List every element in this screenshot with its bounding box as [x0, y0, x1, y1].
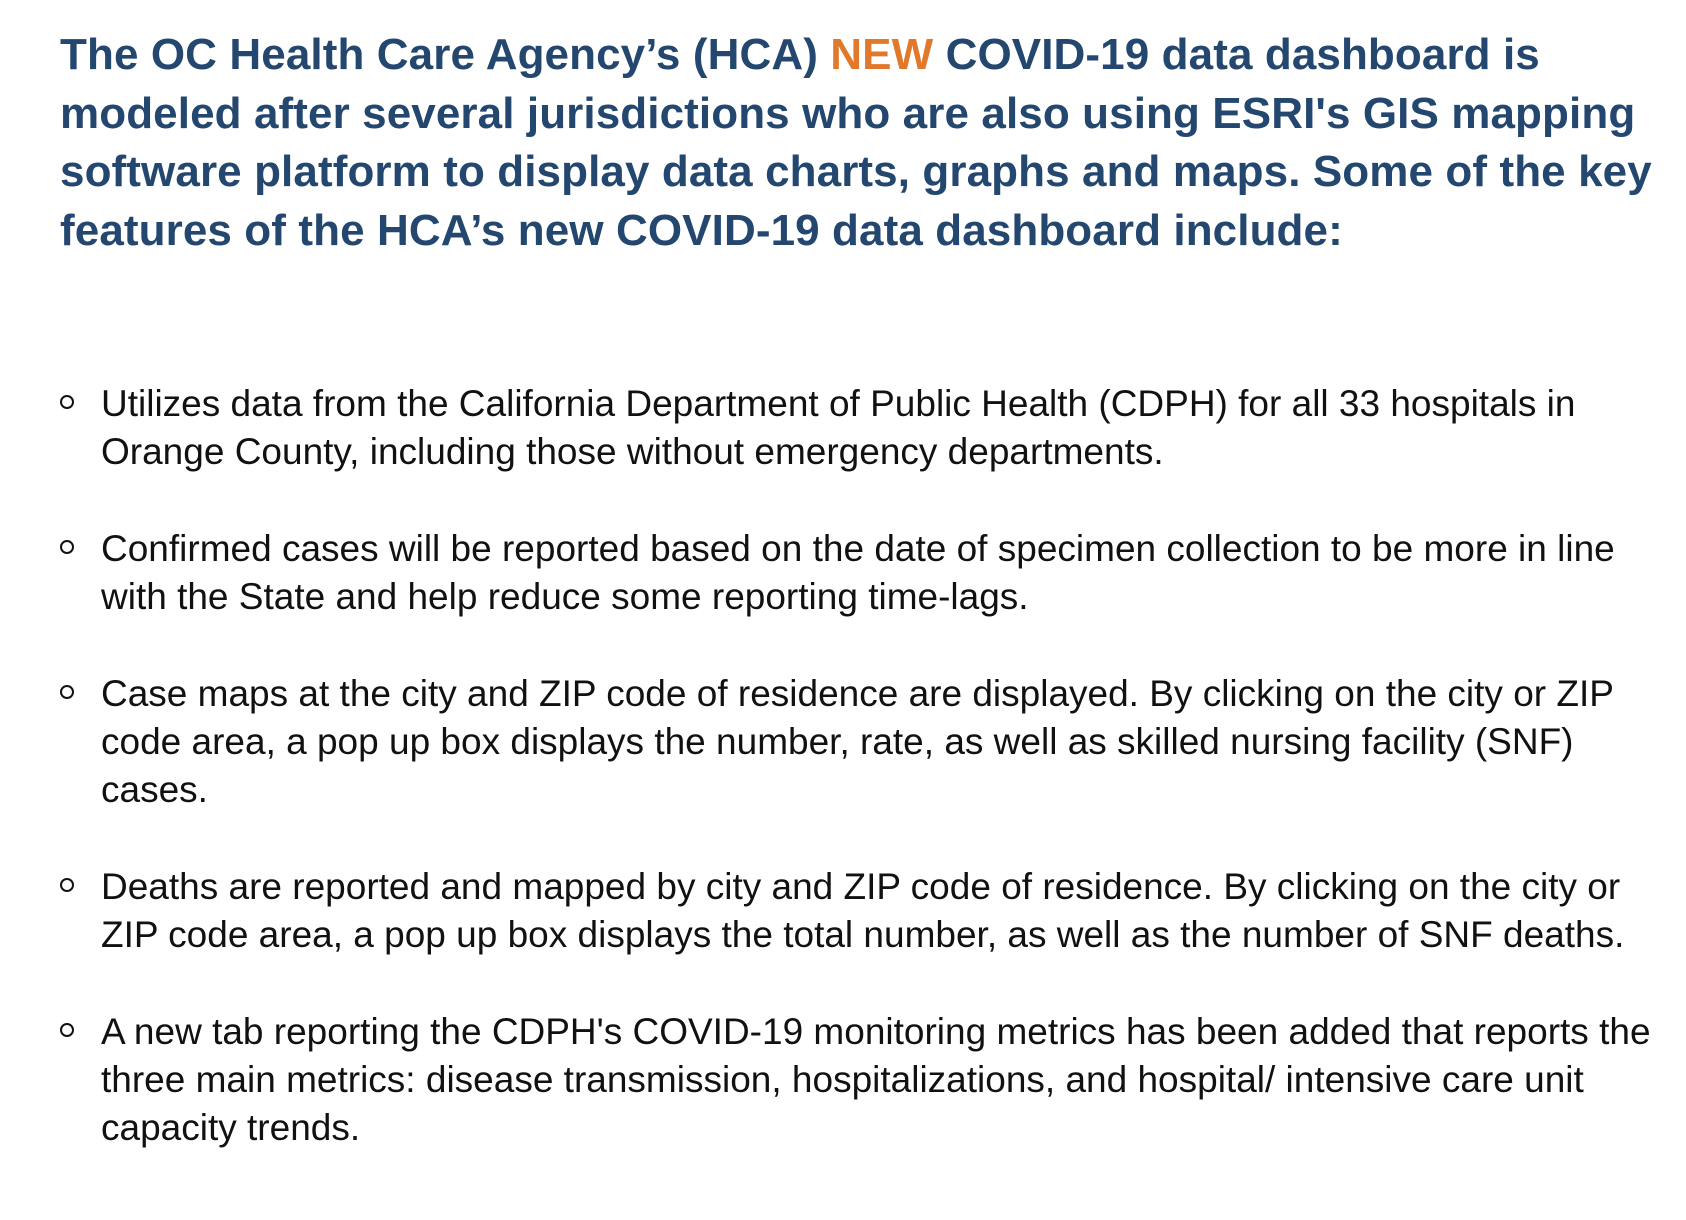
feature-item — [60, 863, 1680, 959]
feature-item — [60, 525, 1680, 621]
feature-text: A new tab reporting the CDPH's COVID-19 monitoring metrics has been added that reports the three main metrics: disease transmission, hospitalizations, and hospital/ intensive care unit capacity trends. — [101, 1011, 1651, 1148]
hollow-circle-bullet-icon — [60, 395, 74, 409]
headline-body: COVID-19 data dashboard is modeled after several jurisdictions who are also using ESRI's GIS mapping software platform to display data charts, graphs and maps. Some of the key features of the HCA’s new COVID-19 data dashboard include: — [60, 30, 1652, 255]
hollow-circle-bullet-icon — [60, 540, 74, 554]
feature-item — [60, 380, 1680, 476]
hollow-circle-bullet-icon — [60, 878, 74, 892]
headline-new-highlight: NEW — [830, 30, 934, 79]
hollow-circle-bullet-icon — [60, 685, 74, 699]
hollow-circle-bullet-icon — [60, 1023, 74, 1037]
feature-text: Deaths are reported and mapped by city and ZIP code of residence. By clicking on the city or ZIP code area, a pop up box displays the total number, as well as the number of SNF deaths. — [101, 866, 1625, 955]
feature-item — [60, 1008, 1680, 1152]
headline-intro: The OC Health Care Agency’s (HCA) — [60, 30, 831, 79]
feature-list — [60, 380, 1680, 1152]
headline — [60, 26, 1670, 260]
feature-text: Confirmed cases will be reported based on the date of specimen collection to be more in line with the State and help reduce some reporting time-lags. — [101, 528, 1615, 617]
feature-item — [60, 670, 1680, 814]
feature-text: Utilizes data from the California Department of Public Health (CDPH) for all 33 hospitals in Orange County, including those without emergency departments. — [101, 383, 1576, 472]
feature-text: Case maps at the city and ZIP code of residence are displayed. By clicking on the city or ZIP code area, a pop up box displays the number, rate, as well as skilled nursing facility (SNF) cases. — [101, 673, 1614, 810]
